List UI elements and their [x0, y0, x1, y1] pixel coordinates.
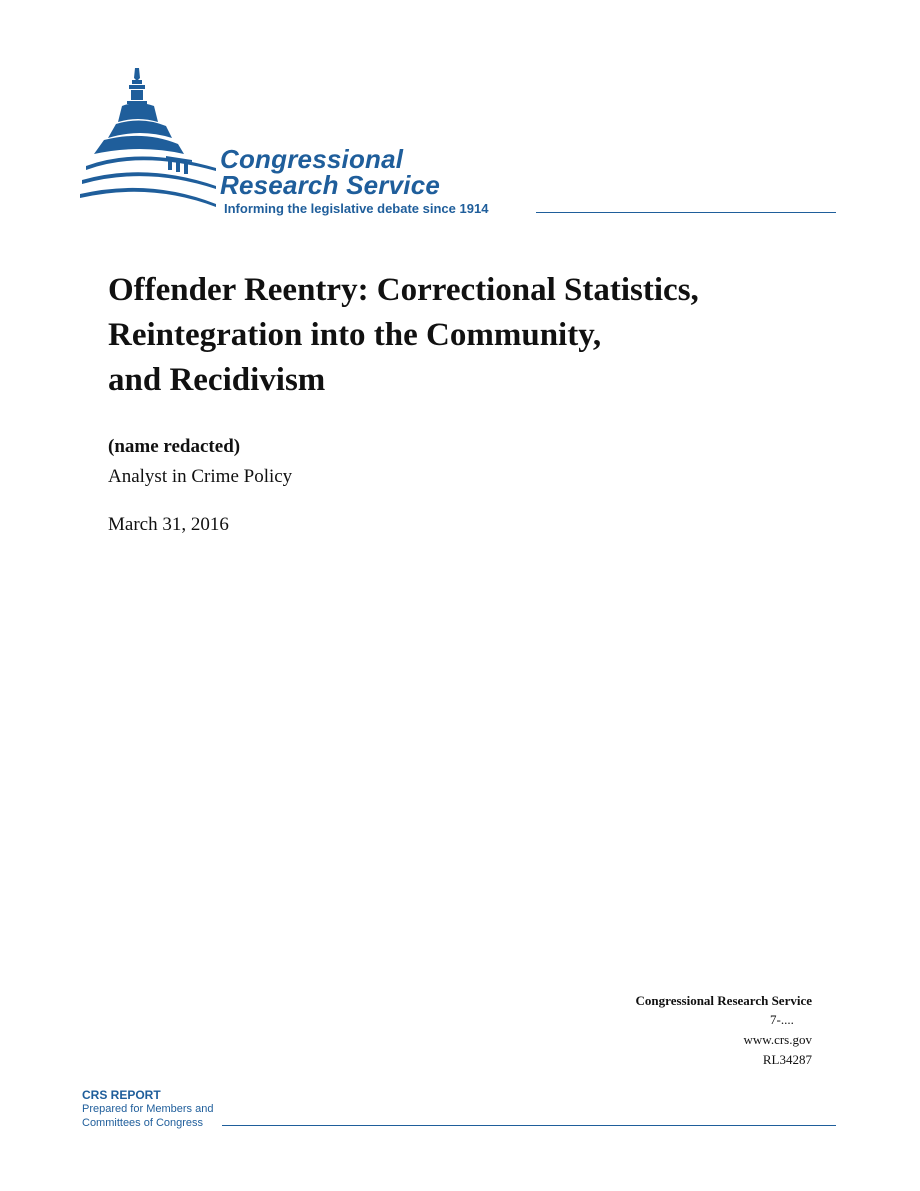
citation-organization: Congressional Research Service — [635, 993, 812, 1008]
citation-website[interactable]: www.crs.gov — [743, 1032, 812, 1047]
author-name: (name redacted) — [108, 436, 241, 457]
organization-name-line2: Research Service — [220, 170, 441, 200]
organization-name — [220, 146, 440, 198]
report-date: March 31, 2016 — [108, 514, 229, 535]
report-title-line3: and Recidivism — [108, 362, 326, 398]
crs-logo — [80, 66, 840, 226]
crs-report-label — [82, 1088, 213, 1130]
citation-number: 7-.... — [770, 1012, 794, 1027]
citation-block — [636, 992, 812, 1070]
organization-tagline: Informing the legislative debate since 1914 — [224, 201, 489, 216]
crs-report-heading: CRS REPORT — [82, 1088, 161, 1102]
organization-name-line1: Congressional — [220, 144, 404, 174]
crs-report-line2: Committees of Congress — [82, 1117, 204, 1129]
report-title-line2: Reintegration into the Community, — [108, 317, 602, 353]
report-id: RL34287 — [762, 1052, 812, 1067]
crs-report-line1: Prepared for Members and — [82, 1103, 214, 1115]
footer-divider — [222, 1125, 836, 1126]
report-title — [108, 268, 828, 403]
report-title-line1: Offender Reentry: Correctional Statistics, — [108, 272, 699, 308]
logo-divider — [536, 212, 836, 213]
author-role: Analyst in Crime Policy — [108, 466, 293, 487]
capitol-dome-icon — [80, 66, 220, 216]
